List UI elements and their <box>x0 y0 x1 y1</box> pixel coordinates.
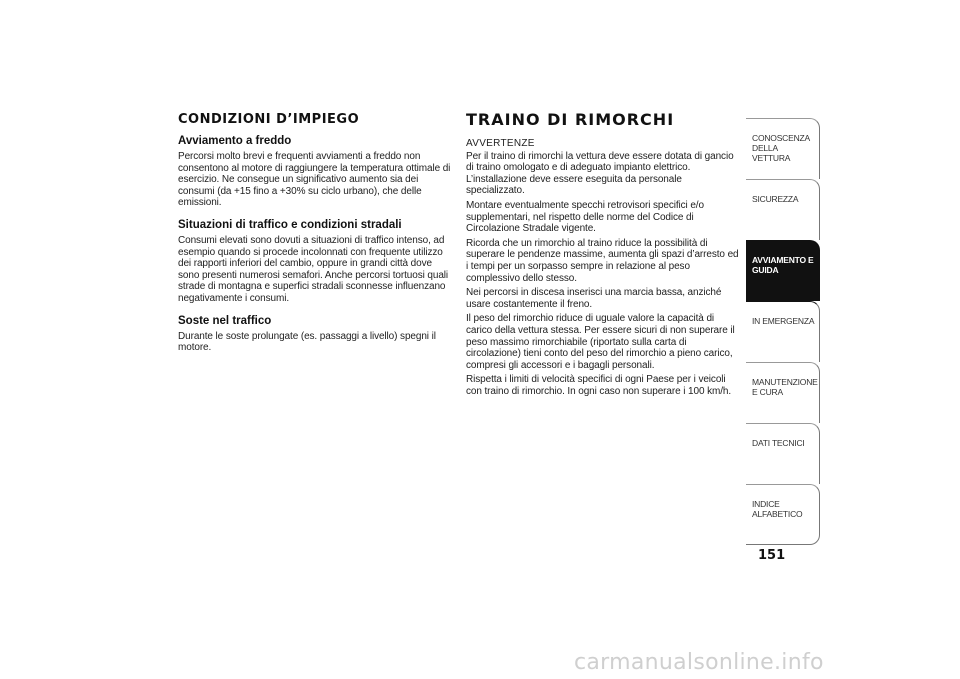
tab-label: MANUTENZIONE E CURA <box>752 377 818 397</box>
tab-sicurezza[interactable] <box>746 179 820 240</box>
tab-avviamento-guida[interactable] <box>746 240 820 301</box>
paragraph-traino-4: Nei percorsi in discesa inserisci una marcia bassa, anziché usare costantemente il freno. <box>466 287 722 310</box>
tab-indice-alfabetico[interactable] <box>746 484 820 545</box>
heading-situazioni-traffico: Situazioni di traffico e condizioni stradali <box>178 218 402 231</box>
paragraph-traino-6: Rispetta i limiti di velocità specifici di ogni Paese per i veicoli con traino di rimorchio. In ogni caso non superare i 100 km/h. <box>466 374 732 397</box>
watermark: carmanualsonline.info <box>574 650 824 675</box>
paragraph-avviamento-freddo: Percorsi molto brevi e frequenti avviamenti a freddo non consentono al motore di raggiungere la temperatura ottimale di esercizio. Ne consegue un significativo aumento sia dei consumi (da +15 fino a +30% su ciclo urbano), che delle emissioni. <box>178 151 451 209</box>
tab-label: AVVIAMENTO E GUIDA <box>752 255 814 275</box>
paragraph-traino-5: Il peso del rimorchio riduce di uguale valore la capacità di carico della vettura stessa. Per essere sicuri di non superare il peso massimo rimorchiabile (riportato sulla carta di circolazione) tieni conto del peso del rimorchio a pieno carico, compresi gli accessori e i bagagli personali. <box>466 313 735 371</box>
tab-label: SICUREZZA <box>752 194 799 204</box>
section-title-traino: TRAINO DI RIMORCHI <box>466 110 675 129</box>
heading-soste-traffico: Soste nel traffico <box>178 314 272 327</box>
paragraph-soste-traffico: Durante le soste prolungate (es. passaggi a livello) spegni il motore. <box>178 330 436 354</box>
tab-manutenzione-cura[interactable] <box>746 362 820 423</box>
left-column <box>178 112 454 357</box>
tab-conoscenza-vettura[interactable] <box>746 118 820 179</box>
paragraph-traino-2: Montare eventualmente specchi retrovisori specifici e/o supplementari, nel rispetto delle norme del Codice di Circolazione Stradale vigente. <box>466 199 704 235</box>
right-column <box>466 112 742 400</box>
warning-label: AVVERTENZE <box>466 138 535 149</box>
paragraph-traino-3: Ricorda che un rimorchio al traino riduce la possibilità di superare le pendenze massime, aumenta gli spazi d’arresto ed i tempi per un sorpasso sempre in relazione al peso complessivo dello stesso. <box>466 237 739 284</box>
tab-label: DATI TECNICI <box>752 438 805 448</box>
page-number: 151 <box>758 548 786 563</box>
chapter-tabs <box>746 118 820 545</box>
tab-dati-tecnici[interactable] <box>746 423 820 484</box>
heading-avviamento-freddo: Avviamento a freddo <box>178 135 292 147</box>
paragraph-situazioni-traffico: Consumi elevati sono dovuti a situazioni di traffico intenso, ad esempio quando si procede incolonnati con frequente utilizzo dei rapporti inferiori del cambio, oppure in grandi città dove sono presenti numerosi semafori. Anche percorsi tortuosi quali strade di montagna e superfici stradali sconnesse influenzano negativamente i consumi. <box>178 234 449 304</box>
section-title-condizioni: CONDIZIONI D’IMPIEGO <box>178 112 360 127</box>
tab-label: IN EMERGENZA <box>752 316 815 326</box>
tab-in-emergenza[interactable] <box>746 301 820 362</box>
tab-label: INDICE ALFABETICO <box>752 499 803 519</box>
paragraph-traino-1: Per il traino di rimorchi la vettura deve essere dotata di gancio di traino omologato e di adeguato impianto elettrico. L’installazione deve essere eseguita da personale specializzato. <box>466 150 734 197</box>
tab-label: CONOSCENZA DELLA VETTURA <box>752 133 810 163</box>
